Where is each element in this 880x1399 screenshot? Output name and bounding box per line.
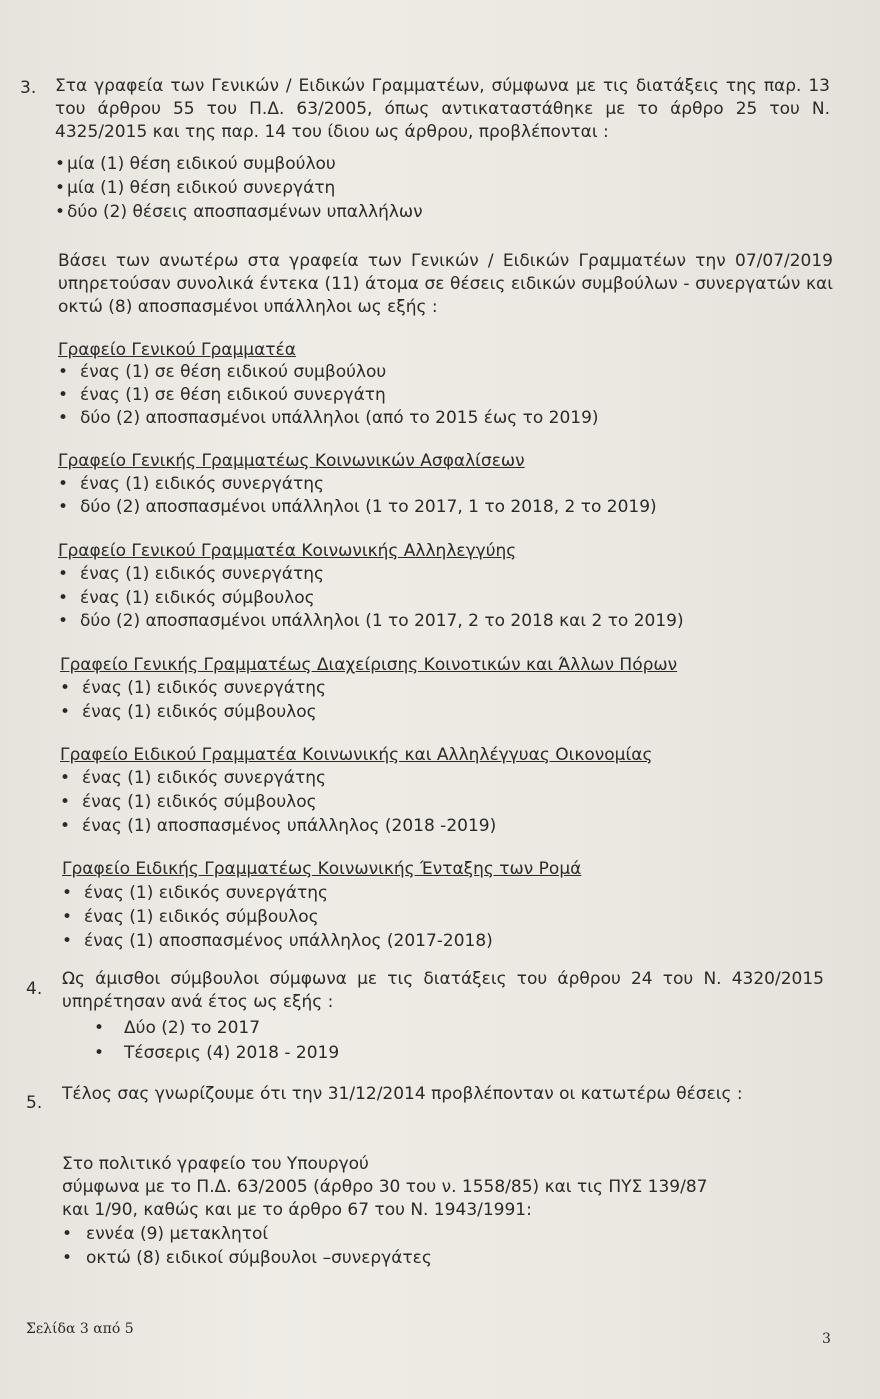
list-item: • δύο (2) αποσπασμένοι υπάλληλοι (1 το 2017, 2 το 2018 και 2 το 2019) [58, 611, 684, 631]
list-item: • οκτώ (8) ειδικοί σύμβουλοι –συνεργάτες [62, 1248, 432, 1268]
office-text: Στο πολιτικό γραφείο του Υπουργού [62, 1154, 369, 1174]
list-item: • Δύο (2) το 2017 [94, 1018, 261, 1038]
office-text: σύμφωνα με το Π.Δ. 63/2005 (άρθρο 30 του ν. 1558/85) και τις ΠΥΣ 139/87 [62, 1177, 708, 1197]
page-label: Σελίδα 3 από 5 [26, 1321, 134, 1337]
list-item: • ένας (1) σε θέση ειδικού συνεργάτη [58, 385, 386, 405]
list-item: • ένας (1) αποσπασμένος υπάλληλος (2018 -2019) [60, 816, 497, 836]
office-text: και 1/90, καθώς και με το άρθρο 67 του Ν. 1943/1991: [62, 1200, 532, 1220]
list-item: • ένας (1) ειδικός σύμβουλος [60, 702, 317, 722]
section-number: 3. [20, 78, 37, 98]
office-heading: Γραφείο Γενικής Γραμματέως Διαχείρισης Κοινοτικών και Άλλων Πόρων [60, 655, 678, 675]
section-4-text: Ως άμισθοι σύμβουλοι σύμφωνα με τις διατάξεις του άρθρου 24 του Ν. 4320/2015 υπηρέτησαν ανά έτος ως εξής : [62, 969, 824, 1012]
office-heading: Γραφείο Γενικής Γραμματέως Κοινωνικών Ασφαλίσεων [58, 451, 525, 471]
list-item: • ένας (1) σε θέση ειδικού συμβούλου [58, 362, 387, 382]
provision-item: • δύο (2) θέσεις αποσπασμένων υπαλλήλων [55, 202, 423, 222]
page-number: 3 [822, 1331, 831, 1347]
list-item: • ένας (1) αποσπασμένος υπάλληλος (2017-2018) [62, 931, 493, 951]
list-item: • ένας (1) ειδικός σύμβουλος [62, 907, 319, 927]
office-heading: Γραφείο Γενικού Γραμματέα [58, 340, 296, 360]
provision-item: • μία (1) θέση ειδικού συμβούλου [55, 154, 336, 174]
list-item: • δύο (2) αποσπασμένοι υπάλληλοι (από το 2015 έως το 2019) [58, 408, 599, 428]
list-item: • εννέα (9) μετακλητοί [62, 1224, 269, 1244]
list-item: • ένας (1) ειδικός σύμβουλος [60, 792, 317, 812]
section-5-text: Τέλος σας γνωρίζουμε ότι την 31/12/2014 προβλέπονταν οι κατωτέρω θέσεις : [62, 1084, 743, 1104]
section-number: 5. [26, 1093, 43, 1113]
list-item: • ένας (1) ειδικός συνεργάτης [60, 678, 326, 698]
office-heading: Γραφείο Γενικού Γραμματέα Κοινωνικής Αλληλεγγύης [58, 541, 517, 561]
list-item: • ένας (1) ειδικός συνεργάτης [58, 564, 324, 584]
office-heading: Γραφείο Ειδικού Γραμματέα Κοινωνικής και Αλληλέγγυας Οικονομίας [60, 745, 653, 765]
list-item: • ένας (1) ειδικός συνεργάτης [62, 883, 328, 903]
office-heading: Γραφείο Ειδικής Γραμματέως Κοινωνικής Ένταξης των Ρομά [62, 859, 582, 879]
section-3-intro: Στα γραφεία των Γενικών / Ειδικών Γραμματέων, σύμφωνα με τις διατάξεις της παρ. 13 του άρθρου 55 του Π.Δ. 63/2005, όπως αντικαταστάθηκε με το άρθρο 25 του Ν. 4325/2015 και της παρ. 14 του ίδιου ως άρθρου, προβλέπονται : [55, 76, 830, 142]
list-item: • ένας (1) ειδικός συνεργάτης [60, 768, 326, 788]
list-item: • δύο (2) αποσπασμένοι υπάλληλοι (1 το 2017, 1 το 2018, 2 το 2019) [58, 497, 657, 517]
section-number: 4. [26, 979, 43, 999]
list-item: • Τέσσερις (4) 2018 - 2019 [94, 1043, 340, 1063]
section-3-summary: Βάσει των ανωτέρω στα γραφεία των Γενικών / Ειδικών Γραμματέων την 07/07/2019 υπηρετούσαν συνολικά έντεκα (11) άτομα σε θέσεις ειδικών συμβούλων - συνεργατών και οκτώ (8) αποσπασμένοι υπάλληλοι ως εξής : [58, 251, 833, 317]
provision-item: • μία (1) θέση ειδικού συνεργάτη [55, 178, 336, 198]
list-item: • ένας (1) ειδικός σύμβουλος [58, 588, 315, 608]
list-item: • ένας (1) ειδικός συνεργάτης [58, 474, 324, 494]
